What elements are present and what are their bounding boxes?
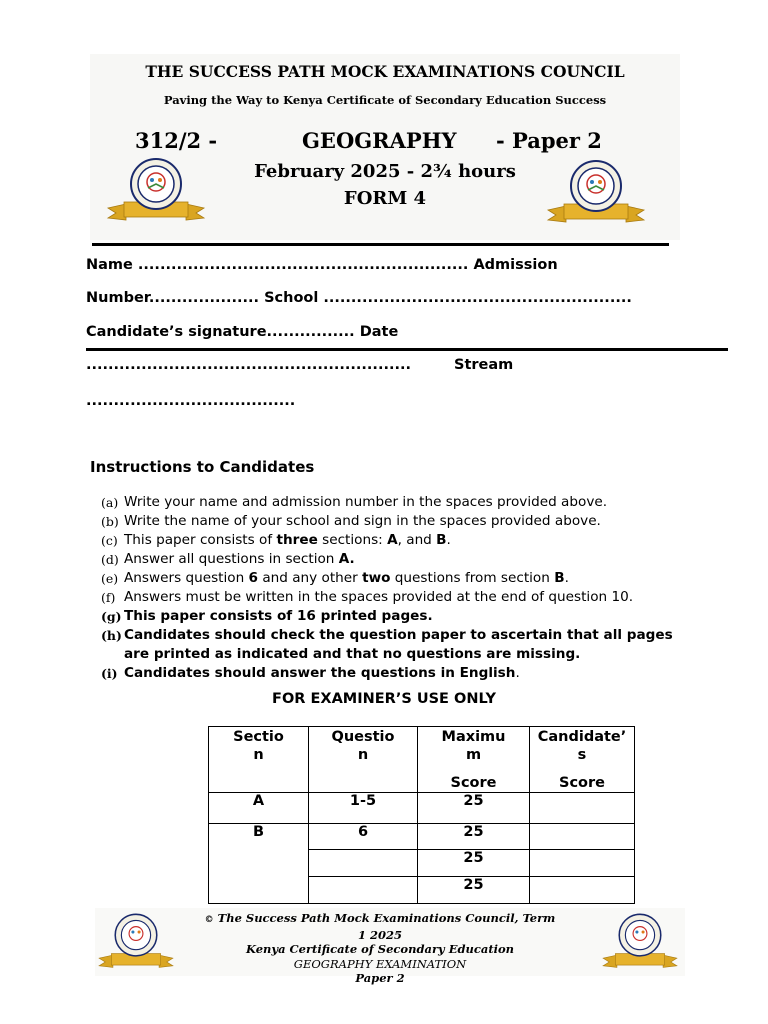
paper-number: - Paper 2 xyxy=(496,128,602,153)
form-level: FORM 4 xyxy=(343,188,427,209)
fields-divider xyxy=(86,348,728,351)
exam-date-duration: February 2025 - 2¾ hours xyxy=(254,161,516,182)
instruction-marker: (h) xyxy=(101,628,122,643)
instruction-marker: (i) xyxy=(101,666,118,681)
paper-code: 312/2 - xyxy=(135,128,218,153)
table-header-row xyxy=(209,727,635,793)
table-row xyxy=(209,824,635,850)
cell-max: 25 xyxy=(418,824,530,850)
instruction-item xyxy=(101,512,681,531)
stream-dots-field: ...................................... xyxy=(86,393,296,409)
examiner-score-table xyxy=(208,726,635,904)
council-seal-logo-footer-right xyxy=(600,912,680,972)
instructions-title: Instructions to Candidates xyxy=(90,458,315,476)
cell-question xyxy=(309,850,418,877)
footer-exam-name: GEOGRAPHY EXAMINATION xyxy=(293,956,467,971)
footer-paper: Paper 2 xyxy=(355,971,405,985)
instruction-marker: (a) xyxy=(101,495,119,510)
instruction-text: This paper consists of three sections: A, and B. xyxy=(124,532,451,548)
stream-label: Stream xyxy=(454,357,514,373)
instruction-marker: (c) xyxy=(101,533,118,548)
instruction-text: Candidates should answer the questions in English. xyxy=(124,665,520,681)
instruction-marker: (f) xyxy=(101,590,116,605)
instruction-marker: (d) xyxy=(101,552,119,567)
council-tagline: Paving the Way to Kenya Certificate of Secondary Education Success xyxy=(163,93,607,107)
instruction-text: Candidates should check the question paper to ascertain that all pages are printed as indicated and that no questions are missing. xyxy=(124,627,673,662)
instruction-item xyxy=(101,550,681,569)
cell-score[interactable] xyxy=(530,793,635,824)
cell-question: 6 xyxy=(309,824,418,850)
subject-title: GEOGRAPHY xyxy=(302,128,457,153)
instruction-item xyxy=(101,493,681,512)
instruction-item xyxy=(101,531,681,550)
header-candidate-score: Candidate’ s Score xyxy=(530,727,635,793)
instruction-item xyxy=(101,588,681,607)
instruction-text: Write your name and admission number in the spaces provided above. xyxy=(124,494,608,510)
cell-max: 25 xyxy=(418,793,530,824)
cell-max: 25 xyxy=(418,877,530,904)
signature-date-field: Candidate’s signature................ Date xyxy=(86,324,399,340)
cell-score[interactable] xyxy=(530,824,635,850)
instruction-text: Answers must be written in the spaces provided at the end of question 10. xyxy=(124,589,634,605)
instruction-text: Answers question 6 and any other two questions from section B. xyxy=(124,570,569,586)
instructions-list xyxy=(101,493,681,683)
council-seal-logo-right xyxy=(544,160,648,226)
council-seal-logo-left xyxy=(104,158,208,224)
table-row xyxy=(209,793,635,824)
header-section: Sectio n xyxy=(209,727,309,793)
council-seal-logo-footer-left xyxy=(96,912,176,972)
instruction-marker: (e) xyxy=(101,571,119,586)
cell-question: 1-5 xyxy=(309,793,418,824)
cell-section: A xyxy=(209,793,309,824)
footer-certificate: Kenya Certificate of Secondary Education xyxy=(245,942,515,956)
cell-score[interactable] xyxy=(530,850,635,877)
header-maximum-score: Maximu m Score xyxy=(418,727,530,793)
instruction-item xyxy=(101,626,681,664)
instruction-marker: (b) xyxy=(101,514,119,529)
date-dots-field: ........................................................... xyxy=(86,357,411,373)
number-school-field: Number.................... School ........................................................ xyxy=(86,290,632,306)
cell-question xyxy=(309,877,418,904)
instruction-item xyxy=(101,569,681,588)
footer-text xyxy=(200,911,560,986)
instruction-text: Answer all questions in section A. xyxy=(124,551,355,567)
instruction-text: This paper consists of 16 printed pages. xyxy=(124,608,433,624)
instruction-marker: (g) xyxy=(101,609,122,624)
instruction-text: Write the name of your school and sign in the spaces provided above. xyxy=(124,513,601,529)
council-name: THE SUCCESS PATH MOCK EXAMINATIONS COUNCIL xyxy=(145,62,625,81)
header-divider xyxy=(92,243,669,246)
instruction-item xyxy=(101,664,681,683)
header-question: Questio n xyxy=(309,727,418,793)
footer-copyright: © The Success Path Mock Examinations Council, Term 1 2025 xyxy=(204,911,556,942)
name-admission-field: Name ............................................................ Admission xyxy=(86,257,558,273)
instruction-item xyxy=(101,607,681,626)
examiner-use-title: FOR EXAMINER’S USE ONLY xyxy=(272,691,496,707)
cell-score[interactable] xyxy=(530,877,635,904)
cell-section: B xyxy=(209,824,309,904)
cell-max: 25 xyxy=(418,850,530,877)
